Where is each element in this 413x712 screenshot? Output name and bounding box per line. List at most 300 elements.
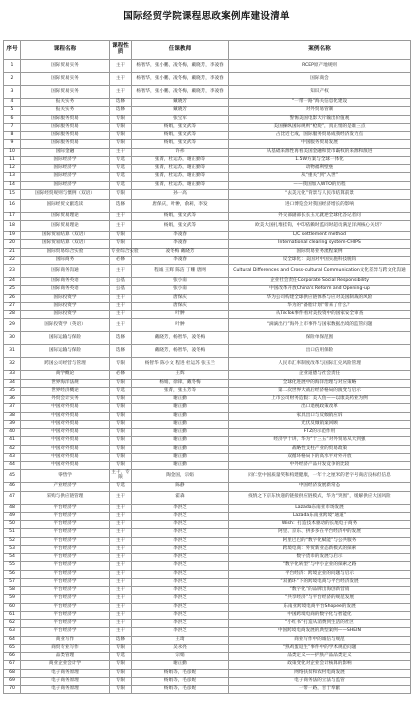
table-row xyxy=(4,587,411,595)
row-no: 60 xyxy=(4,603,21,611)
row-case: “一带一路”海关信息化建设 xyxy=(229,99,411,107)
row-case: 中国经济发展新常态 xyxy=(229,483,411,491)
row-teacher: 李洪芝 xyxy=(132,554,229,562)
table-row xyxy=(4,396,411,404)
table-row xyxy=(4,620,411,628)
row-course: 平台经济学 xyxy=(21,512,110,520)
row-no: 20 xyxy=(4,240,21,248)
row-no: 47 xyxy=(4,491,21,504)
row-type: 主干 xyxy=(110,221,132,232)
row-teacher: 李洪芝 xyxy=(132,545,229,553)
row-teacher: 杨娟等，毛彦妮 xyxy=(132,669,229,677)
row-case: International clearing system-CHIPS xyxy=(229,240,411,248)
row-teacher: 张菁，张玉芳等 xyxy=(132,387,229,395)
row-type: 主干 xyxy=(110,319,132,332)
row-type: 主干 xyxy=(110,628,132,636)
document-title: 国际经贸学院课程思政案例库建设清单 xyxy=(123,11,290,22)
row-no: 68 xyxy=(4,669,21,677)
table-row xyxy=(4,686,411,694)
row-course: 国际服务贸易 xyxy=(21,115,110,123)
row-teacher: 宗娟 xyxy=(132,653,229,661)
row-case: 中国跨境电商发展的典型案例——SHEIN xyxy=(229,628,411,636)
row-course: 平台经济学 xyxy=(21,504,110,512)
row-course: 平台经济学 xyxy=(21,562,110,570)
row-no: 4 xyxy=(4,99,21,107)
row-course: 中国对外贸易 xyxy=(21,437,110,445)
row-teacher: 李凌春 xyxy=(132,240,229,248)
row-course: 国际运输与保险 xyxy=(21,345,110,358)
table-row xyxy=(4,603,411,611)
row-type: 专选 xyxy=(110,181,132,189)
row-course: 国际贸易结算（双语） xyxy=(21,240,110,248)
row-course: 国际贸易综合实验 xyxy=(21,248,110,256)
row-type: 专限 xyxy=(110,123,132,131)
row-teacher: 谢正勤 xyxy=(132,412,229,420)
row-case: “数字化”的品牌出海创新营销 xyxy=(229,587,411,595)
row-case: 动物福利壁垒 xyxy=(229,165,411,173)
row-case: 战略性支柱产业的贸易政策 xyxy=(229,445,411,453)
row-type: 选修 xyxy=(110,345,132,358)
row-teacher: 杨娟，张文武等 xyxy=(132,140,229,148)
table-row xyxy=(4,379,411,387)
table-row xyxy=(4,483,411,491)
table-row xyxy=(4,173,411,181)
row-type: 主干 xyxy=(110,595,132,603)
row-course: 国际经济学 xyxy=(21,165,110,173)
row-type: 主干 xyxy=(110,504,132,512)
row-case: 跨境电商：外贸新业态新模式的探索 xyxy=(229,545,411,553)
row-teacher: 陈静 xyxy=(132,483,229,491)
row-course: 国际贸易理论 xyxy=(21,212,110,220)
row-teacher: 戴晓芳，杨智华，凌冬梅 xyxy=(132,332,229,345)
row-course: 电子商务原理 xyxy=(21,669,110,677)
row-no: 63 xyxy=(4,628,21,636)
row-course: 世界经济概论 xyxy=(21,387,110,395)
row-no: 43 xyxy=(4,453,21,461)
row-case: 保险单保范围 xyxy=(229,332,411,345)
table-row xyxy=(4,302,411,310)
row-teacher: 吴永亮 xyxy=(132,644,229,652)
row-case: 光伏反倾销案回顾 xyxy=(229,420,411,428)
course-case-table xyxy=(3,40,411,694)
row-case: FTZ的示范作用 xyxy=(229,429,411,437)
row-teacher: 李洪芝 xyxy=(132,603,229,611)
table-row xyxy=(4,661,411,669)
row-teacher: 张小南 xyxy=(132,286,229,294)
row-case: 占比近七成，国际服务贸易成我经济发力点 xyxy=(229,132,411,140)
row-teacher: 李凌春 xyxy=(132,256,229,264)
row-no: 38 xyxy=(4,412,21,420)
row-type: 主干 xyxy=(110,529,132,537)
table-row xyxy=(4,545,411,553)
row-case: 反全球化：美国对中国实施科技脱钩 xyxy=(229,256,411,264)
row-case: 企业道德与社会责任 xyxy=(229,371,411,379)
row-case: 中国改革开放China's Reform and Opening-up xyxy=(229,286,411,294)
row-type: 主干 xyxy=(110,587,132,595)
table-row xyxy=(4,332,411,345)
row-course: 国际经济学 xyxy=(21,173,110,181)
row-type: 主干 xyxy=(110,311,132,319)
table-row xyxy=(4,611,411,619)
row-no: 56 xyxy=(4,570,21,578)
row-teacher: 凌冬梅 戴晓芳 xyxy=(132,248,229,256)
row-course: 外贸会计实务 xyxy=(21,396,110,404)
row-case: 从“重关”到“入世” xyxy=(229,173,411,181)
row-no: 15 xyxy=(4,189,21,199)
row-teacher: 张小南 xyxy=(132,278,229,286)
row-course: 平台经济学 xyxy=(21,620,110,628)
row-case: 疫情之下京东快递的链接供应链模式，华为“突围”，缓解供应大国风险 xyxy=(229,491,411,504)
row-type: 主干 xyxy=(110,521,132,529)
table-row xyxy=(4,653,411,661)
row-course: 平台经济学 xyxy=(21,603,110,611)
table-row xyxy=(4,221,411,232)
row-type: 主干 xyxy=(110,620,132,628)
row-teacher: 杨智华，张小鹏，凌冬梅，戴晓芳，李凌春 xyxy=(132,60,229,73)
row-type: 专限 xyxy=(110,453,132,461)
row-course: 平台经济学 xyxy=(21,570,110,578)
table-row xyxy=(4,140,411,148)
row-no: 55 xyxy=(4,562,21,570)
row-course: 中国对外贸易 xyxy=(21,412,110,420)
row-course: 报关实务 xyxy=(21,99,110,107)
row-teacher: 谢正勤 xyxy=(132,453,229,461)
row-case: 双循环格局下的高水平对外开放 xyxy=(229,453,411,461)
row-course: 国际服务贸易 xyxy=(21,123,110,131)
row-course: 中国对外贸易 xyxy=(21,404,110,412)
row-course: 商学概论 xyxy=(21,371,110,379)
table-row xyxy=(4,537,411,545)
row-type: 专限 xyxy=(110,379,132,387)
table-row xyxy=(4,156,411,164)
table-row xyxy=(4,99,411,107)
table-row xyxy=(4,345,411,358)
row-case: 东南亚跨境电商平台Shopee的发展 xyxy=(229,603,411,611)
table-row xyxy=(4,437,411,445)
row-type: 主干 xyxy=(110,578,132,586)
row-no: 54 xyxy=(4,554,21,562)
table-row xyxy=(4,132,411,140)
row-no: 28 xyxy=(4,311,21,319)
row-case: 电子商务法的立法与监管 xyxy=(229,677,411,685)
table-row xyxy=(4,669,411,677)
row-no: 58 xyxy=(4,587,21,595)
row-teacher: 李洪芝 xyxy=(132,537,229,545)
row-case: “熟鸡蛋返生”事件中的学术规范问题 xyxy=(229,644,411,652)
row-teacher: 叶翀 xyxy=(132,319,229,332)
row-no: 69 xyxy=(4,677,21,685)
row-no: 21 xyxy=(4,248,21,256)
row-type: 主干 xyxy=(110,148,132,156)
row-no: 3 xyxy=(4,86,21,99)
row-case: 对外贸易管制 xyxy=(229,107,411,115)
row-teacher: 李洪芝 xyxy=(132,529,229,537)
row-case: “双循环”下的跨境电商与平台经济发展 xyxy=(229,578,411,586)
row-case: 政策变化对企业会计核算的影响 xyxy=(229,661,411,669)
row-case: 上市公司财务造假：美人鱼——以康美药业为例 xyxy=(229,396,411,404)
row-case: 欧美大国扎堆挂钩，中印依赖时监同时超贡满足洋洲核心关切？ xyxy=(229,221,411,232)
table-row xyxy=(4,256,411,264)
row-teacher: 李洪芝 xyxy=(132,587,229,595)
row-course: 国际经贸规则与惯例（双语） xyxy=(21,189,110,199)
row-course: 跨国公司经营与管理 xyxy=(21,358,110,371)
row-course: 商贸专业写作 xyxy=(21,644,110,652)
row-course: 平台经济学 xyxy=(21,529,110,537)
row-case: 出口信用保险 xyxy=(229,345,411,358)
row-case: 1.5W方案与全球一体化 xyxy=(229,156,411,164)
row-case: 外交部副部长长玉元就逆全球化答记者问 xyxy=(229,212,411,220)
row-course: 国际商务英语 xyxy=(21,278,110,286)
row-type: 主干 xyxy=(110,611,132,619)
row-case: 从TikTok事件看对美投资中的国家安全审查 xyxy=(229,311,411,319)
row-case: L/C settlement method xyxy=(229,232,411,240)
row-type: 必修 xyxy=(110,371,132,379)
row-case: 阿里巴巴的“数字化赋能”与公共服务 xyxy=(229,537,411,545)
table-row xyxy=(4,278,411,286)
table-row xyxy=(4,212,411,220)
row-teacher: 李洪芝 xyxy=(132,595,229,603)
row-no: 6 xyxy=(4,115,21,123)
row-type: 主干 xyxy=(110,603,132,611)
table-row xyxy=(4,644,411,652)
row-no: 41 xyxy=(4,437,21,445)
row-teacher: 王琦 xyxy=(132,636,229,644)
row-teacher: 李洪芝 xyxy=(132,504,229,512)
row-teacher: 谢正勤 xyxy=(132,396,229,404)
row-type: 专限 xyxy=(110,686,132,694)
row-no: 13 xyxy=(4,173,21,181)
row-type: 选修 xyxy=(110,107,132,115)
row-course: 国际投资学 xyxy=(21,311,110,319)
table-row xyxy=(4,677,411,685)
table-row xyxy=(4,504,411,512)
row-no: 52 xyxy=(4,537,21,545)
header-course: 课程名称 xyxy=(21,41,110,60)
row-course: 国际贸易实务 xyxy=(21,86,110,99)
row-type: 主干 xyxy=(110,302,132,310)
row-case: 人民币汇率制度改革与国际汇兑风险管理 xyxy=(229,358,411,371)
row-teacher: 谢正勤 xyxy=(132,445,229,453)
row-course: 中国对外贸易 xyxy=(21,445,110,453)
row-type: 专限 xyxy=(110,115,132,123)
row-type: 主干 xyxy=(110,294,132,302)
row-teacher: 李洪芝 xyxy=(132,521,229,529)
row-type: 主干，专限 xyxy=(110,470,132,483)
row-no: 45 xyxy=(4,470,21,483)
row-course: 平台经济学 xyxy=(21,587,110,595)
row-case: 中国服务贸易发展 xyxy=(229,140,411,148)
row-no: 9 xyxy=(4,140,21,148)
row-teacher: 杨娟，张文武等 xyxy=(132,221,229,232)
row-course: 电子商务原理 xyxy=(21,686,110,694)
row-type: 选修 xyxy=(110,99,132,107)
row-teacher: 杨娟等，毛彦妮 xyxy=(132,686,229,694)
table-row xyxy=(4,529,411,537)
row-teacher: 杨智华，张小鹏，凌冬梅，戴晓芳，李凌春 xyxy=(132,73,229,86)
row-type: 主干 xyxy=(110,212,132,220)
row-case: 第二次世界大战后经济格局的演变与启示 xyxy=(229,387,411,395)
row-no: 5 xyxy=(4,107,21,115)
row-course: 中国对外贸易 xyxy=(21,429,110,437)
row-course: 中国对外贸易 xyxy=(21,462,110,470)
row-case: 品类定义——护肤产品品类定义 xyxy=(229,653,411,661)
row-course: 世界海洋法规 xyxy=(21,379,110,387)
row-teacher: 李洪芝 xyxy=(132,578,229,586)
table-row xyxy=(4,319,411,332)
row-case: 平台经济：跨境企业的问题与启示 xyxy=(229,570,411,578)
row-no: 29 xyxy=(4,319,21,332)
row-course: 国际商务英语 xyxy=(21,286,110,294)
row-type: 主干 xyxy=(110,545,132,553)
row-no: 35 xyxy=(4,387,21,395)
table-row xyxy=(4,470,411,483)
row-no: 1 xyxy=(4,60,21,73)
row-no: 22 xyxy=(4,256,21,264)
row-teacher: 王辉 xyxy=(132,371,229,379)
row-teacher: 陶金国，宗娟 xyxy=(132,470,229,483)
row-type: 专业综合实验 xyxy=(110,248,132,256)
header-case: 案例名称 xyxy=(229,41,411,60)
row-no: 40 xyxy=(4,429,21,437)
row-case: 华为的“备胎计划”带来了什么？ xyxy=(229,302,411,310)
row-teacher: 李洪芝 xyxy=(132,570,229,578)
row-teacher: 许祎 xyxy=(132,148,229,156)
row-case: 数字货币的发展与启示 xyxy=(229,554,411,562)
row-course: 国际服务贸易 xyxy=(21,140,110,148)
row-teacher: 谢正勤 xyxy=(132,437,229,445)
row-case: “数字化转型”与中小企业的探索之路 xyxy=(229,562,411,570)
row-course: 产业经济学 xyxy=(21,483,110,491)
row-no: 67 xyxy=(4,661,21,669)
row-course: 平台经济学 xyxy=(21,537,110,545)
row-no: 50 xyxy=(4,521,21,529)
row-teacher: 李洪芝 xyxy=(132,562,229,570)
row-type: 专选 xyxy=(110,156,132,164)
table-row xyxy=(4,240,411,248)
header-type: 课程性质 xyxy=(110,41,132,60)
row-teacher: 谢正勤 xyxy=(132,420,229,428)
row-course: 国际贸易理论 xyxy=(21,221,110,232)
row-no: 42 xyxy=(4,445,21,453)
row-teacher: 杨智华 陈小文 程进 杜运苏 张玉兰 xyxy=(132,358,229,371)
table-row xyxy=(4,491,411,504)
table-row xyxy=(4,445,411,453)
row-no: 57 xyxy=(4,578,21,586)
row-teacher: 李洪芝 xyxy=(132,512,229,520)
row-teacher: 叶翀 xyxy=(132,311,229,319)
row-no: 8 xyxy=(4,132,21,140)
row-teacher: 张宝军 xyxy=(132,115,229,123)
table-row xyxy=(4,595,411,603)
row-teacher: 戴晓芳 xyxy=(132,99,229,107)
table-row xyxy=(4,73,411,86)
row-type: 主干 xyxy=(110,562,132,570)
row-no: 31 xyxy=(4,345,21,358)
row-type: 公基 xyxy=(110,286,132,294)
table-row xyxy=(4,462,411,470)
table-row xyxy=(4,453,411,461)
row-teacher: 李洪芝 xyxy=(132,611,229,619)
table-body xyxy=(4,60,411,694)
row-no: 36 xyxy=(4,396,21,404)
row-case: “共享经济”与平台经济的规范发展 xyxy=(229,595,411,603)
row-no: 26 xyxy=(4,294,21,302)
row-case: 阿里、京东、拼多多在平台经济中的发展 xyxy=(229,529,411,537)
table-row xyxy=(4,429,411,437)
row-type: 专限 xyxy=(110,240,132,248)
row-no: 25 xyxy=(4,286,21,294)
table-row xyxy=(4,148,411,156)
row-no: 33 xyxy=(4,371,21,379)
row-type: 专限 xyxy=(110,669,132,677)
row-no: 62 xyxy=(4,620,21,628)
row-type: 专限 xyxy=(110,396,132,404)
row-course: 零售学 xyxy=(21,470,110,483)
row-no: 16 xyxy=(4,199,21,212)
row-no: 66 xyxy=(4,653,21,661)
row-case: 中外经济产品开发竞争的比较 xyxy=(229,462,411,470)
row-type: 专选 xyxy=(110,173,132,181)
table-row xyxy=(4,404,411,412)
table-row xyxy=(4,60,411,73)
row-course: 商业企业会计学 xyxy=(21,661,110,669)
row-type: 专限 xyxy=(110,132,132,140)
table-row xyxy=(4,387,411,395)
table-row xyxy=(4,358,411,371)
row-teacher: 杨娟，徐锋，戴冬梅 xyxy=(132,379,229,387)
row-no: 27 xyxy=(4,302,21,310)
table-row xyxy=(4,165,411,173)
row-course: 平台经济学 xyxy=(21,595,110,603)
table-row xyxy=(4,420,411,428)
row-teacher: 杨娟等，毛彦妮 xyxy=(132,677,229,685)
row-teacher: 谢正勤 xyxy=(132,462,229,470)
row-no: 17 xyxy=(4,212,21,220)
row-case: 出口退税政策改革 xyxy=(229,404,411,412)
row-type: 专限 xyxy=(110,420,132,428)
row-type: 主干 xyxy=(110,537,132,545)
table-row xyxy=(4,412,411,420)
table-row xyxy=(4,181,411,189)
table-row xyxy=(4,86,411,99)
row-course: 国际经贸文献选读 xyxy=(21,199,110,212)
row-teacher: 霍森 xyxy=(132,491,229,504)
row-no: 7 xyxy=(4,123,21,131)
row-type: 选修 xyxy=(110,636,132,644)
row-case: 国际商会 xyxy=(229,73,411,86)
row-case: Wish：打造技术驱动的长尾电子商务 xyxy=(229,521,411,529)
header-teacher: 任课教师 xyxy=(132,41,229,60)
row-no: 12 xyxy=(4,165,21,173)
row-case: 中国跨境电商的数字化与智能化 xyxy=(229,611,411,619)
row-type: 专限 xyxy=(110,358,132,371)
table-row xyxy=(4,265,411,278)
row-teacher: 唐保庆 xyxy=(132,294,229,302)
row-course: 国际经济学 xyxy=(21,181,110,189)
row-course: 平台经济学 xyxy=(21,611,110,619)
row-course: 国际投资学 xyxy=(21,302,110,310)
row-case: 美国操纵国际规则“枪毙”，真正悄的是谁三点 xyxy=(229,123,411,131)
row-type: 专限 xyxy=(110,429,132,437)
row-course: 国际贸易结算（双语） xyxy=(21,232,110,240)
row-case: RCEP原产地规则 xyxy=(229,60,411,73)
row-type: 选修 xyxy=(110,199,132,212)
table-header-row xyxy=(4,41,411,60)
row-type: 主干 xyxy=(110,512,132,520)
table-row xyxy=(4,562,411,570)
row-no: 51 xyxy=(4,529,21,537)
row-teacher: 戴晓芳，杨智华，凌冬梅 xyxy=(132,345,229,358)
